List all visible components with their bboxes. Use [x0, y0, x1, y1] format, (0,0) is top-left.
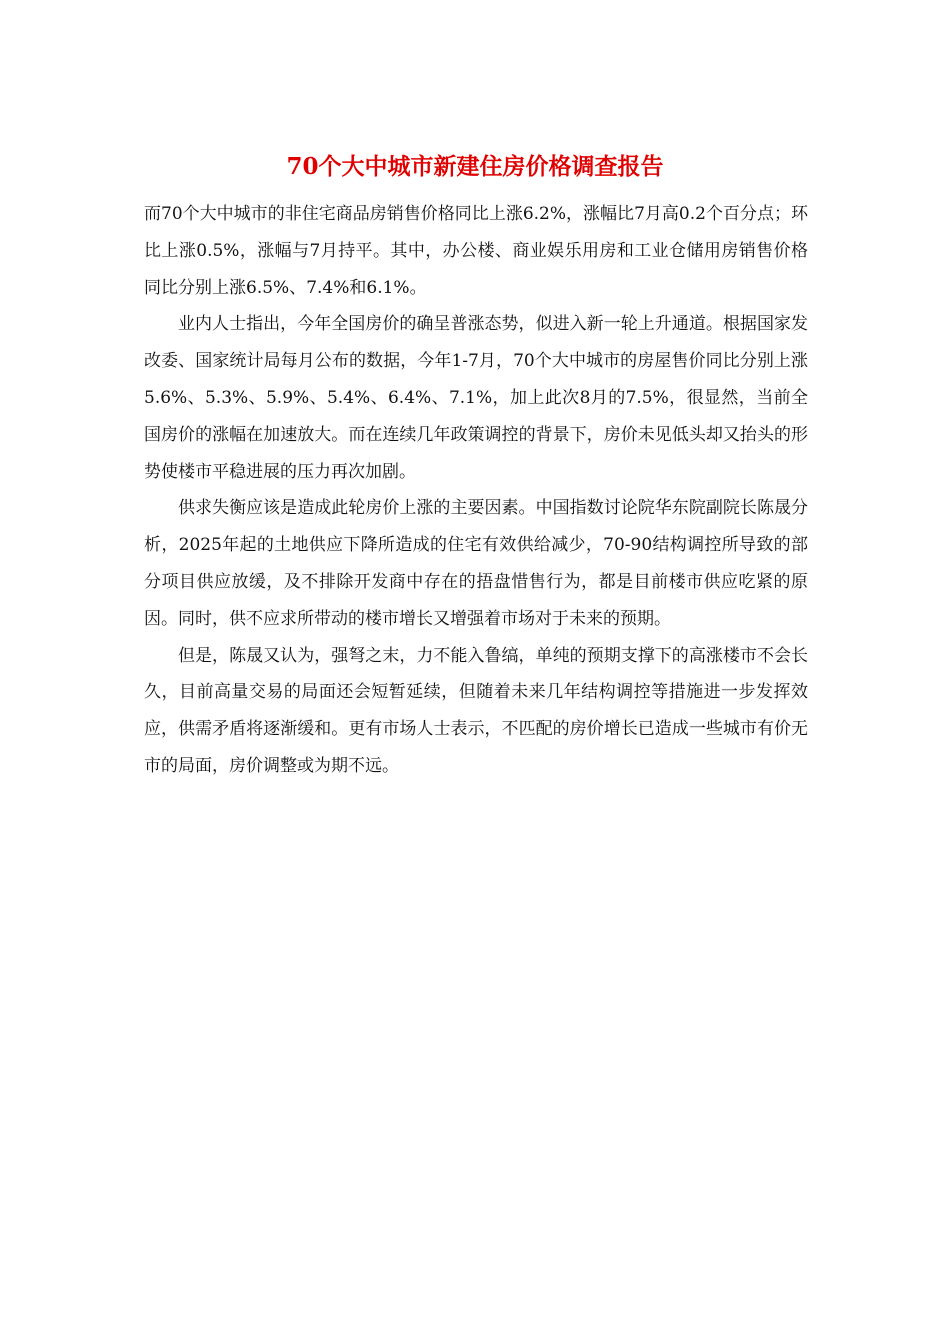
- paragraph-3: 供求失衡应该是造成此轮房价上涨的主要因素。中国指数讨论院华东院副院长陈晟分析，2025年起的土地供应下降所造成的住宅有效供给减少，70-90结构调控所导致的部分项目供应放缓，及不排除开发商中存在的捂盘惜售行为，都是目前楼市供应吃紧的原因。同时，供不应求所带动的楼市增长又增强着市场对于未来的预期。: [144, 498, 808, 629]
- paragraph-1: 而70个大中城市的非住宅商品房销售价格同比上涨6.2%，涨幅比7月高0.2个百分点；环比上涨0.5%，涨幅与7月持平。其中，办公楼、商业娱乐用房和工业仓储用房销售价格同比分别上涨6.5%、7.4%和6.1%。: [144, 204, 808, 298]
- paragraph-2: 业内人士指出，今年全国房价的确呈普涨态势，似进入新一轮上升通道。根据国家发改委、国家统计局每月公布的数据，今年1-7月，70个大中城市的房屋售价同比分别上涨5.6%、5.3%、5.9%、5.4%、6.4%、7.1%，加上此次8月的7.5%，很显然，当前全国房价的涨幅在加速放大。而在连续几年政策调控的背景下，房价未见低头却又抬头的形势使楼市平稳进展的压力再次加剧。: [144, 314, 808, 482]
- paragraph-4: 但是，陈晟又认为，强弩之末，力不能入鲁缟，单纯的预期支撑下的高涨楼市不会长久，目前高量交易的局面还会短暂延续，但随着未来几年结构调控等措施进一步发挥效应，供需矛盾将逐渐缓和。更有市场人士表示，不匹配的房价增长已造成一些城市有价无市的局面，房价调整或为期不远。: [144, 645, 808, 776]
- document-title: 70个大中城市新建住房价格调查报告: [286, 153, 664, 180]
- document-body: [144, 196, 808, 785]
